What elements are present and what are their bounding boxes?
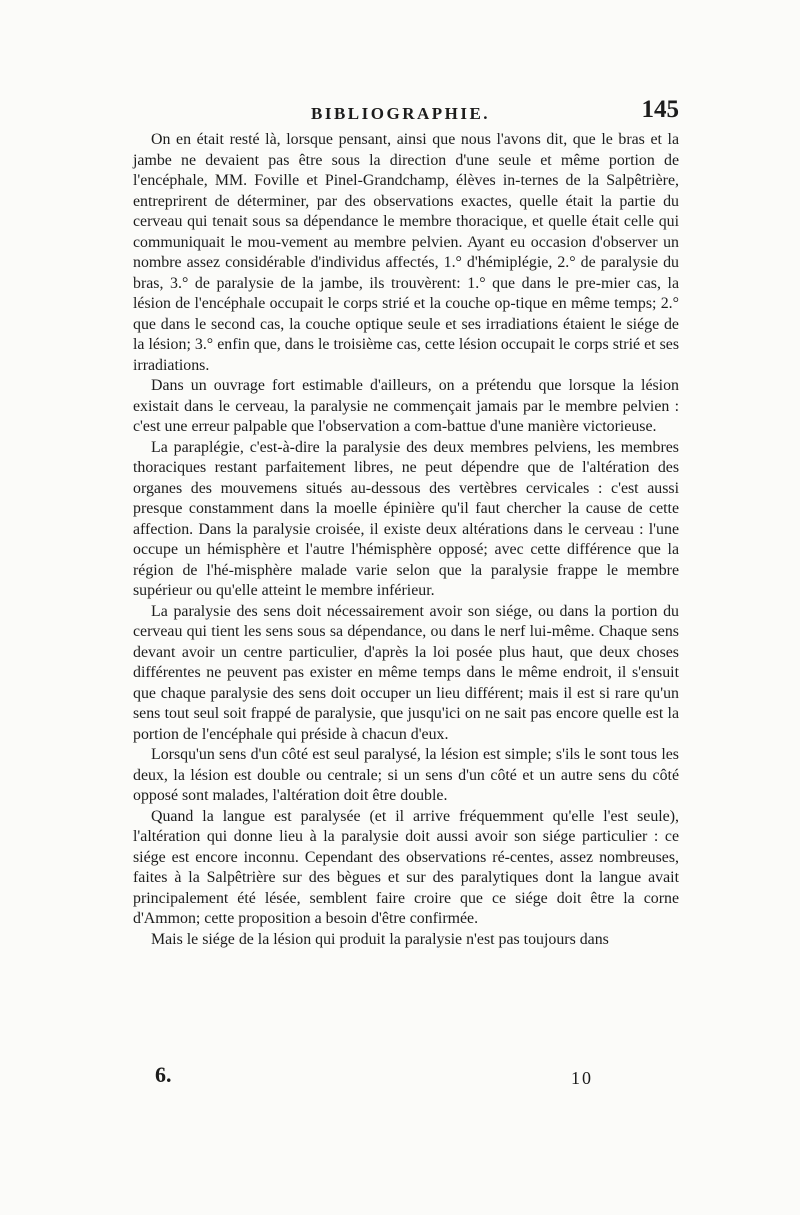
paragraph: Dans un ouvrage fort estimable d'ailleurs, on a prétendu que lorsque la lésion existait dans le cerveau, la paralysie ne commençait jamais par le membre pelvien : c'est une erreur palpable que l'observation a com-battue d'une manière victorieuse. — [133, 377, 679, 435]
paragraph: Lorsqu'un sens d'un côté est seul paralysé, la lésion est simple; s'ils le sont tous les deux, la lésion est double ou centrale; si un sens d'un côté et un autre sens du côté opposé sont malades, l'altération doit être double. — [133, 746, 679, 804]
signature-mark: 6. — [155, 1062, 172, 1087]
page-number: 145 — [641, 96, 679, 123]
paragraph: Mais le siége de la lésion qui produit la paralysie n'est pas toujours dans — [151, 930, 609, 948]
gathering-number: 10 — [571, 1068, 593, 1088]
body-text — [133, 130, 679, 950]
page-header — [133, 96, 679, 130]
running-title: BIBLIOGRAPHIE. — [311, 104, 491, 123]
page-footer — [133, 1062, 679, 1092]
book-page — [133, 96, 679, 1096]
paragraph: On en était resté là, lorsque pensant, ainsi que nous l'avons dit, que le bras et la jambe ne devaient pas être sous la direction d'une seule et même portion de l'encéphale, MM. Foville et Pinel-Grandchamp, élèves in-ternes de la Salpêtrière, entreprirent de déterminer, par des observations exactes, quelle était la partie du cerveau qui tenait sous sa dépendance le membre thoracique, et quelle était celle qui communiquait le mou-vement au membre pelvien. Ayant eu occasion d'observer un nombre assez considérable d'individus affectés, 1.° d'hémiplégie, 2.° de paralysie du bras, 3.° de paralysie de la jambe, ils trouvèrent: 1.° que dans le pre-mier cas, la lésion de l'encéphale occupait le corps strié et la couche op-tique en même temps; 2.° que dans le second cas, la couche optique seule et ses irradiations étaient le siége de la lésion; 3.° enfin que, dans le troisième cas, cette lésion occupait le corps strié et ses irradiations. — [133, 131, 679, 374]
paragraph: Quand la langue est paralysée (et il arrive fréquemment qu'elle l'est seule), l'altération qui donne lieu à la paralysie doit aussi avoir son siége particulier : ce siége est encore inconnu. Cependant des observations ré-centes, assez nombreuses, faites à la Salpêtrière sur des bègues et sur des paralytiques dont la langue avait principalement été lésée, semblent faire croire que ce siége doit être la corne d'Ammon; cette proposition a besoin d'être confirmée. — [133, 807, 679, 927]
paragraph: La paralysie des sens doit nécessairement avoir son siége, ou dans la portion du cerveau qui tient les sens sous sa dépendance, ou dans le nerf lui-même. Chaque sens devant avoir un centre particulier, d'après la loi posée plus haut, que deux choses différentes ne peuvent pas exister en même temps dans le même endroit, il s'ensuit que chaque paralysie des sens doit occuper un lieu différent; mais il est si rare qu'un sens tout seul soit frappé de paralysie, que jusqu'ici on ne sait pas encore quelle est la portion de l'encéphale qui préside à chacun d'eux. — [133, 602, 679, 743]
paragraph: La paraplégie, c'est-à-dire la paralysie des deux membres pelviens, les membres thoraciques restant parfaitement libres, ne peut dépendre que de l'altération des organes des mouvemens situés au-dessous des vertèbres cervicales : c'est aussi presque constamment dans la moelle épinière qu'il faut chercher la cause de cette affection. Dans la paralysie croisée, il existe deux altérations dans le cerveau : l'une occupe un hémisphère et l'autre l'hémisphère opposé; avec cette différence que la région de l'hé-misphère malade varie selon que la paralysie frappe le membre supérieur ou qu'elle atteint le membre inférieur. — [133, 438, 679, 599]
